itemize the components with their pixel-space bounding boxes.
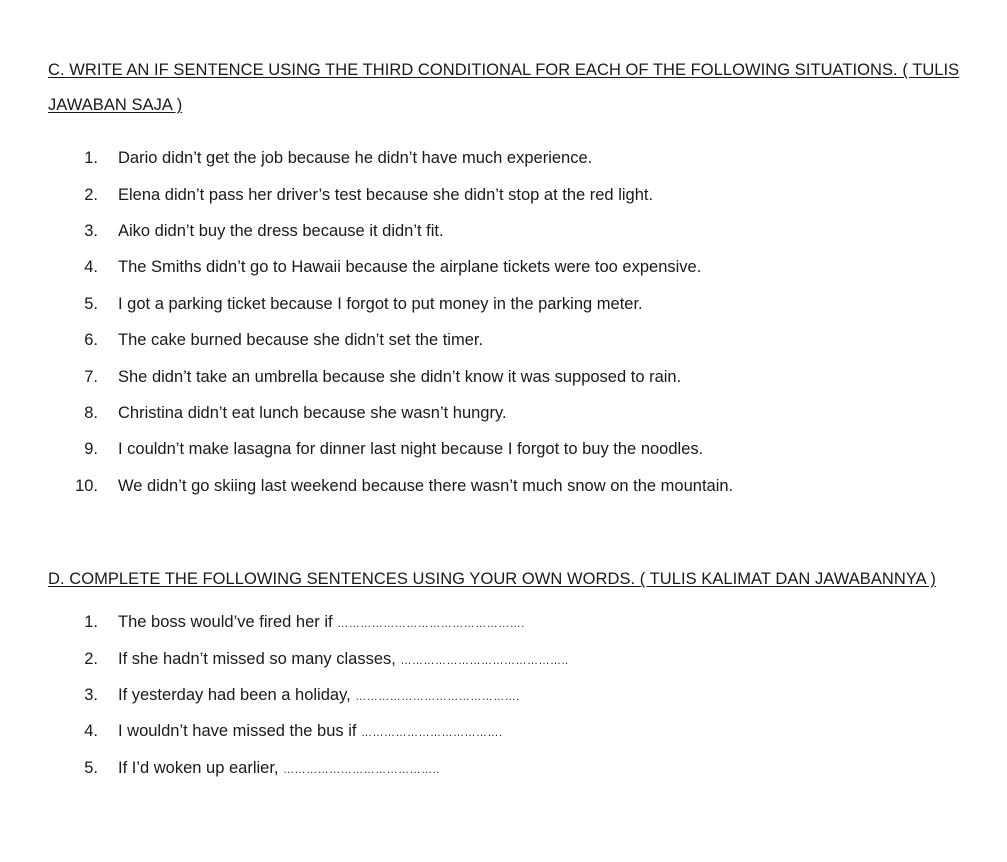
item-number: 6.: [84, 331, 98, 349]
item-number: 5.: [84, 759, 98, 777]
item-number: 8.: [84, 404, 98, 422]
item-number: 4.: [84, 258, 98, 276]
item-number: 5.: [84, 295, 98, 313]
item-text: [118, 722, 503, 741]
item-number: 2.: [84, 186, 98, 204]
item-number: 4.: [84, 722, 98, 740]
item-number: 10.: [75, 477, 98, 495]
item-text: [118, 759, 440, 778]
item-number: 3.: [84, 686, 98, 704]
item-text: I got a parking ticket because I forgot to put money in the parking meter.: [118, 295, 643, 313]
item-text: Christina didn’t eat lunch because she wasn’t hungry.: [118, 404, 507, 422]
answer-blank[interactable]: …………………………………..: [283, 764, 440, 776]
item-text: I couldn’t make lasagna for dinner last night because I forgot to buy the noodles.: [118, 440, 704, 458]
item-text: She didn’t take an umbrella because she didn’t know it was supposed to rain.: [118, 368, 682, 386]
sentence-start: If she hadn’t missed so many classes,: [118, 650, 401, 668]
section-d-heading: D. COMPLETE THE FOLLOWING SENTENCES USING YOUR OWN WORDS. ( TULIS KALIMAT DAN JAWABANNYA ): [48, 570, 936, 588]
answer-blank[interactable]: ……………………………………..: [400, 655, 569, 667]
item-text: Aiko didn’t buy the dress because it didn’t fit.: [118, 222, 444, 240]
item-number: 1.: [84, 613, 98, 631]
item-number: 9.: [84, 440, 98, 458]
item-text: [118, 613, 525, 632]
answer-blank[interactable]: ………………………………………….: [337, 618, 525, 630]
item-text: [118, 686, 520, 705]
section-c-heading-line1: C. WRITE AN IF SENTENCE USING THE THIRD CONDITIONAL FOR EACH OF THE FOLLOWING SITUATIONS. ( TULIS: [48, 61, 960, 79]
item-text: We didn’t go skiing last weekend because there wasn’t much snow on the mountain.: [118, 477, 734, 495]
sentence-start: The boss would’ve fired her if: [118, 613, 338, 631]
section-c-heading-line2: JAWABAN SAJA ): [48, 96, 183, 114]
item-text: Elena didn’t pass her driver’s test because she didn’t stop at the red light.: [118, 186, 654, 204]
sentence-start: If yesterday had been a holiday,: [118, 686, 356, 704]
item-text: The Smiths didn’t go to Hawaii because the airplane tickets were too expensive.: [118, 258, 702, 276]
answer-blank[interactable]: ……………………………….: [361, 727, 503, 739]
item-text: Dario didn’t get the job because he didn’t have much experience.: [118, 149, 593, 167]
item-number: 1.: [84, 149, 98, 167]
item-text: [118, 650, 569, 669]
sentence-start: If I’d woken up earlier,: [118, 759, 284, 777]
item-text: The cake burned because she didn’t set the timer.: [118, 331, 484, 349]
item-number: 2.: [84, 650, 98, 668]
answer-blank[interactable]: …………………………………….: [355, 691, 520, 703]
item-number: 3.: [84, 222, 98, 240]
item-number: 7.: [84, 368, 98, 386]
sentence-start: I wouldn’t have missed the bus if: [118, 722, 362, 740]
